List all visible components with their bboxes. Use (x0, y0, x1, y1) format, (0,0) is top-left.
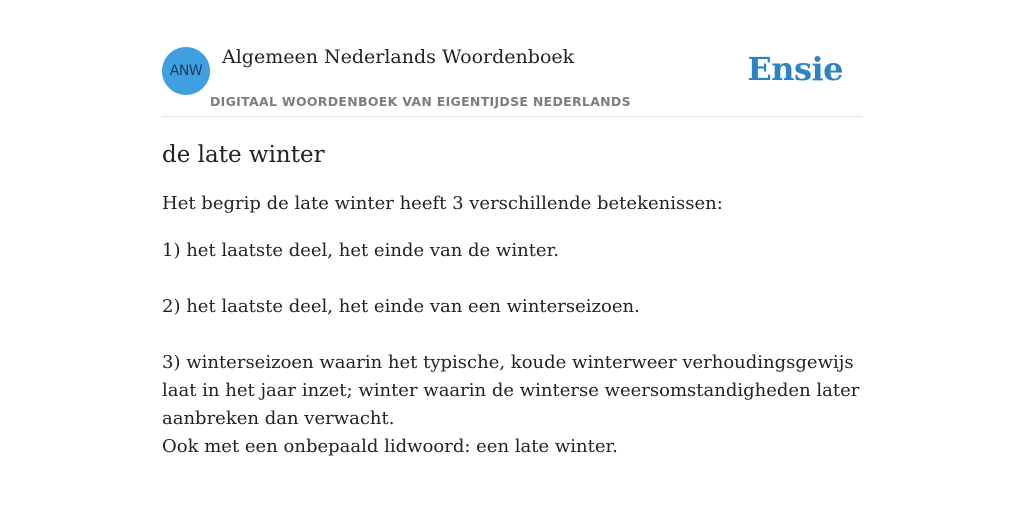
meaning-text: 3) winterseizoen waarin het typische, koude winterweer verhoudingsgewijs laat in het jaar inzet; winter waarin de winterse weersomstandigheden later aanbreken dan verwacht. (162, 352, 860, 429)
meaning-text: 2) het laatste deel, het einde van een winterseizoen. (162, 296, 640, 317)
ensie-brand-link[interactable]: Ensie (747, 50, 843, 88)
meanings-list (162, 237, 862, 461)
meaning-text: 1) het laatste deel, het einde van de winter. (162, 240, 559, 261)
meaning-item (162, 293, 862, 321)
meaning-item (162, 349, 862, 461)
anw-logo[interactable]: ANW (162, 47, 210, 95)
site-title[interactable]: Algemeen Nederlands Woordenboek (222, 46, 575, 68)
entry-content (162, 140, 862, 461)
meaning-note: Ook met een onbepaald lidwoord: een late winter. (162, 436, 618, 457)
site-header (162, 44, 862, 117)
site-subtitle: DIGITAAL WOORDENBOEK VAN EIGENTIJDSE NEDERLANDS (210, 94, 631, 109)
entry-intro: Het begrip de late winter heeft 3 verschillende betekenissen: (162, 193, 723, 214)
page-title: de late winter (162, 142, 325, 168)
meaning-item (162, 237, 862, 265)
